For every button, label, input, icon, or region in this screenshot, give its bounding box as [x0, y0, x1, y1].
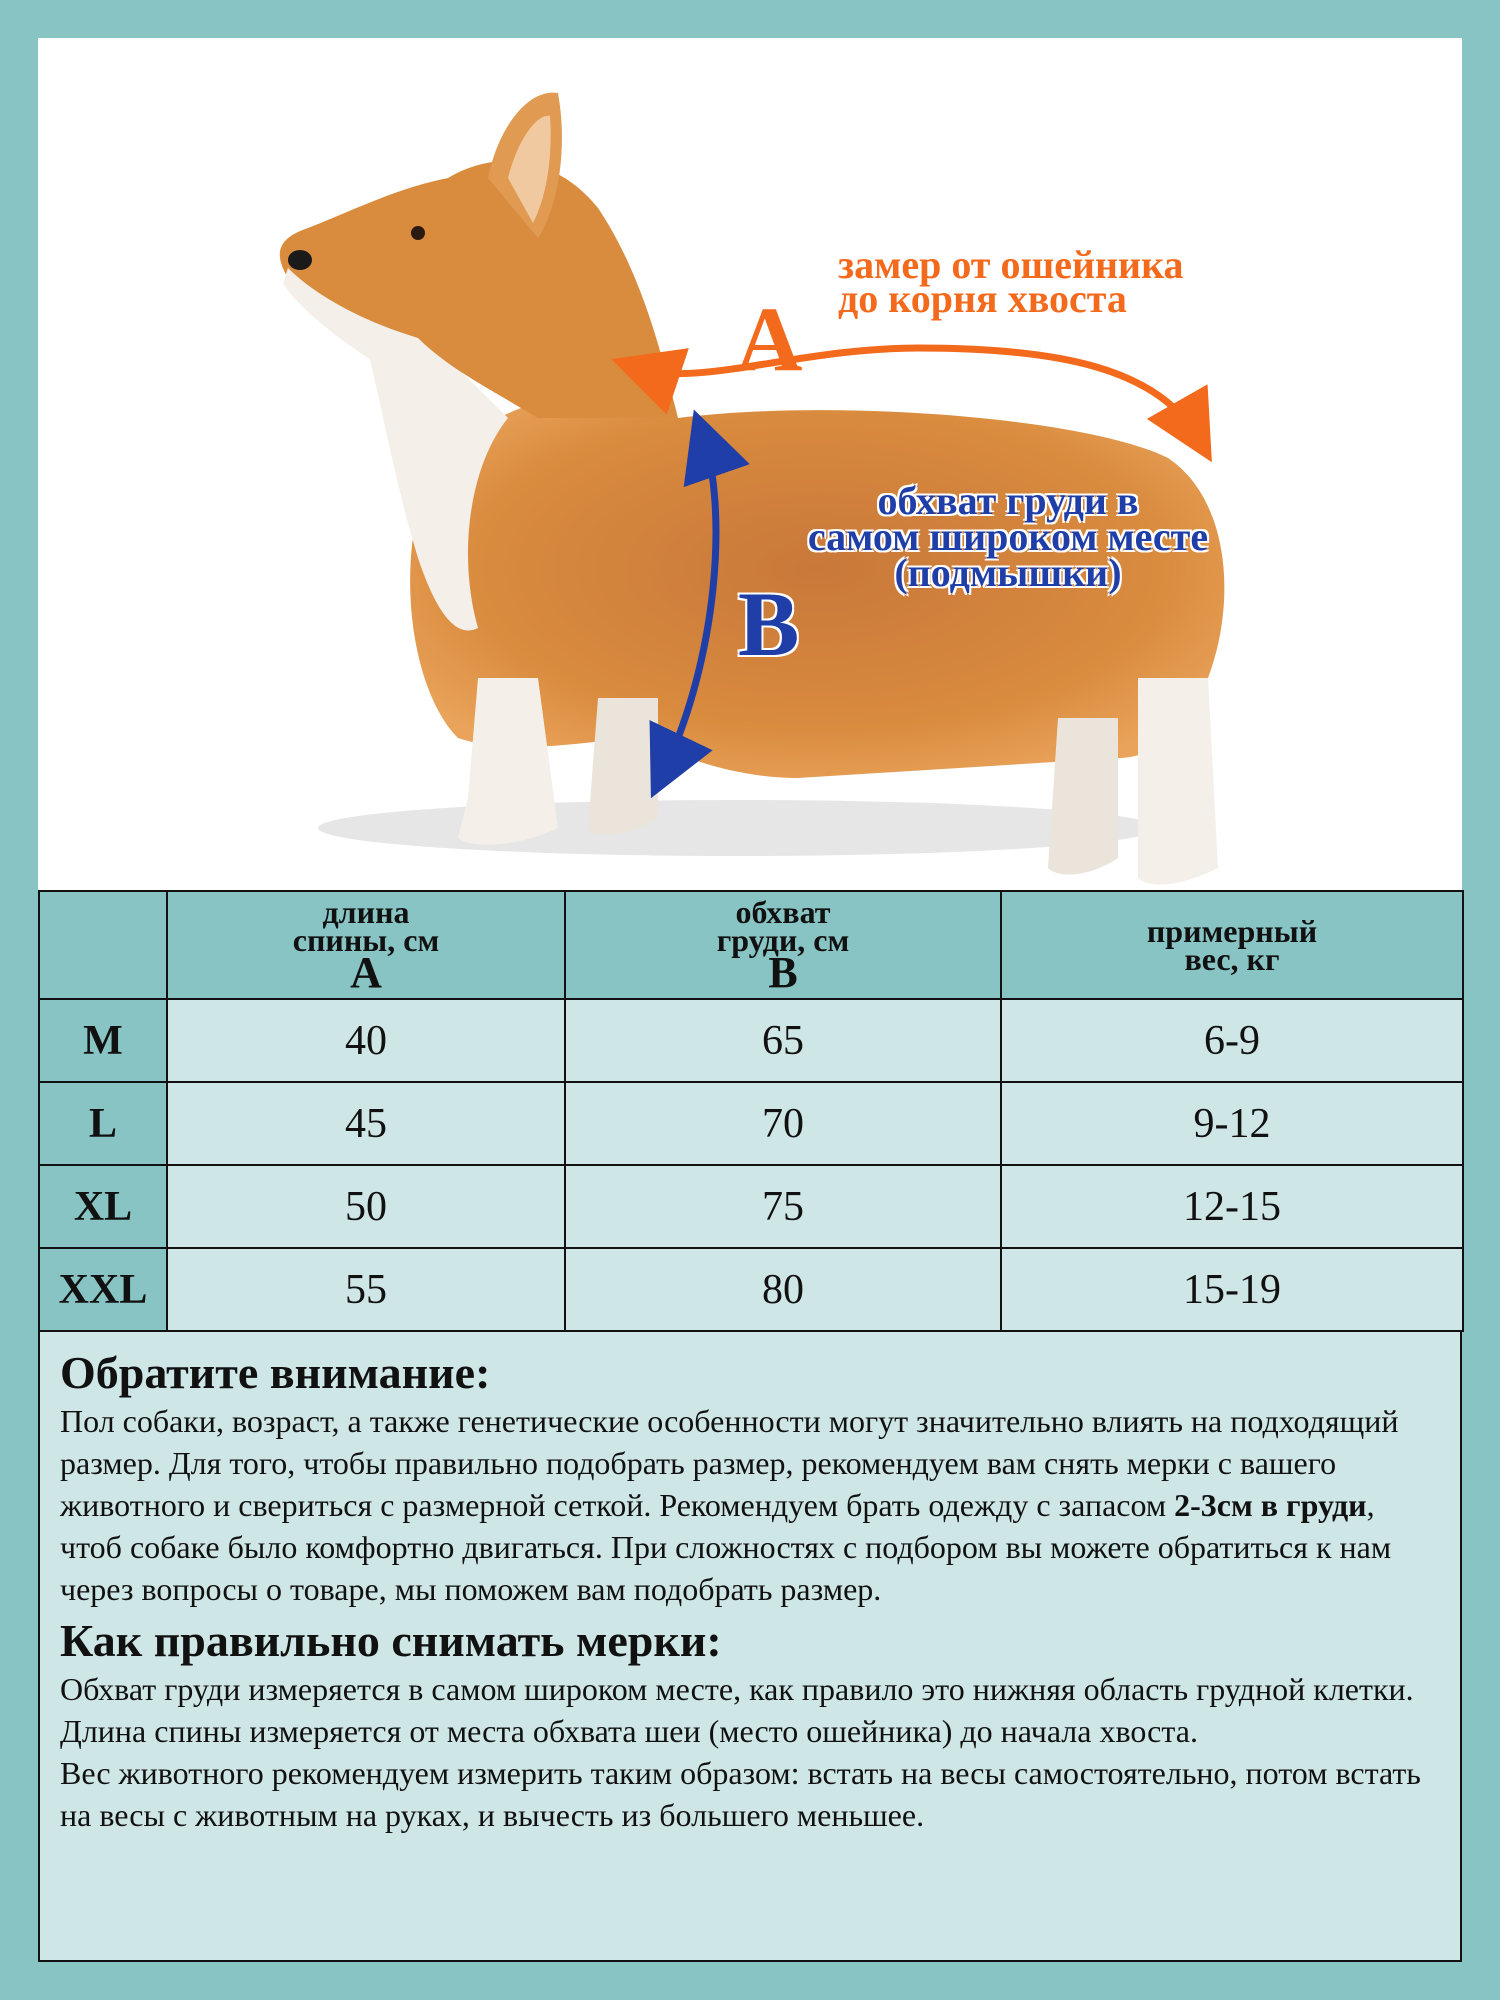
weight-value: 6-9 [1001, 999, 1463, 1082]
dog-back-leg-2 [1048, 718, 1118, 875]
attention-title: Обратите внимание: [60, 1347, 491, 1398]
header-label: длина спины, см [292, 894, 440, 958]
weight-value: 12-15 [1001, 1165, 1463, 1248]
back-length-value: 55 [167, 1248, 565, 1331]
size-label: XXL [39, 1248, 167, 1331]
chest-girth-value: 75 [565, 1165, 1001, 1248]
size-label: M [39, 999, 167, 1082]
table-header-row [39, 891, 1463, 999]
back-length-value: 40 [167, 999, 565, 1082]
table-row [39, 999, 1463, 1082]
header-back-length [167, 891, 565, 999]
weight-value: 15-19 [1001, 1248, 1463, 1331]
dog-nose [288, 250, 312, 270]
back-length-value: 45 [167, 1082, 565, 1165]
dog-shadow [318, 800, 1158, 856]
measure-b-caption: обхват груди в самом широком месте (подмышки) [807, 478, 1209, 595]
table-row [39, 1082, 1463, 1165]
howto-line: Вес животного рекомендуем измерить таким образом: встать на весы самостоятельно, потом встать на весы с животным на руках, и вычесть из большего меньшее. [60, 1755, 1421, 1833]
measure-a-letter: A [736, 288, 803, 390]
notes-panel [38, 1330, 1462, 1962]
chest-girth-value: 70 [565, 1082, 1001, 1165]
attention-text-part: Пол собаки, возраст, а также генетические особенности могут значительно влиять на подходящий размер. Для того, чтобы правильно подобрать размер, рекомендуем вам снять мерки с вашего животного и свериться с размерной сеткой. Рекомендуем брать одежду с запасом [60, 1403, 1399, 1523]
howto-line: Обхват груди измеряется в самом широком месте, как правило это нижняя область грудной клетки. [60, 1671, 1414, 1707]
attention-text-bold: 2-3см в груди [1174, 1487, 1367, 1523]
header-chest-girth [565, 891, 1001, 999]
dog-illustration [38, 38, 1462, 888]
size-table [38, 890, 1464, 1332]
size-label: XL [39, 1165, 167, 1248]
dog-head [280, 161, 678, 418]
header-label: обхват груди, см [716, 894, 850, 958]
corgi-figure [38, 38, 1462, 888]
table-row [39, 1248, 1463, 1331]
howto-line: Длина спины измеряется от места обхвата шеи (место ошейника) до начала хвоста. [60, 1713, 1198, 1749]
size-chart-card [38, 38, 1462, 1962]
size-label: L [39, 1082, 167, 1165]
header-letter: B [768, 948, 798, 997]
dog-eye [411, 226, 425, 240]
header-letter: A [350, 948, 382, 997]
measure-a-caption: замер от ошейника до корня хвоста [838, 242, 1184, 321]
back-length-value: 50 [167, 1165, 565, 1248]
attention-text [60, 1400, 1440, 1610]
dog-back-leg [1138, 678, 1218, 885]
measure-b-letter: B [738, 573, 800, 675]
table-row [39, 1165, 1463, 1248]
header-weight [1001, 891, 1463, 999]
dog-front-leg-2 [588, 698, 658, 835]
header-label: примерный вес, кг [1146, 913, 1318, 977]
howto-title: Как правильно снимать мерки: [60, 1615, 722, 1666]
table-corner-cell [39, 891, 167, 999]
chest-girth-value: 65 [565, 999, 1001, 1082]
attention-text-part: , чтоб собаке было комфортно двигаться. При сложностях с подбором вы можете обратиться к нам через вопросы о товаре, мы поможем вам подобрать размер. [60, 1487, 1392, 1607]
weight-value: 9-12 [1001, 1082, 1463, 1165]
chest-girth-value: 80 [565, 1248, 1001, 1331]
